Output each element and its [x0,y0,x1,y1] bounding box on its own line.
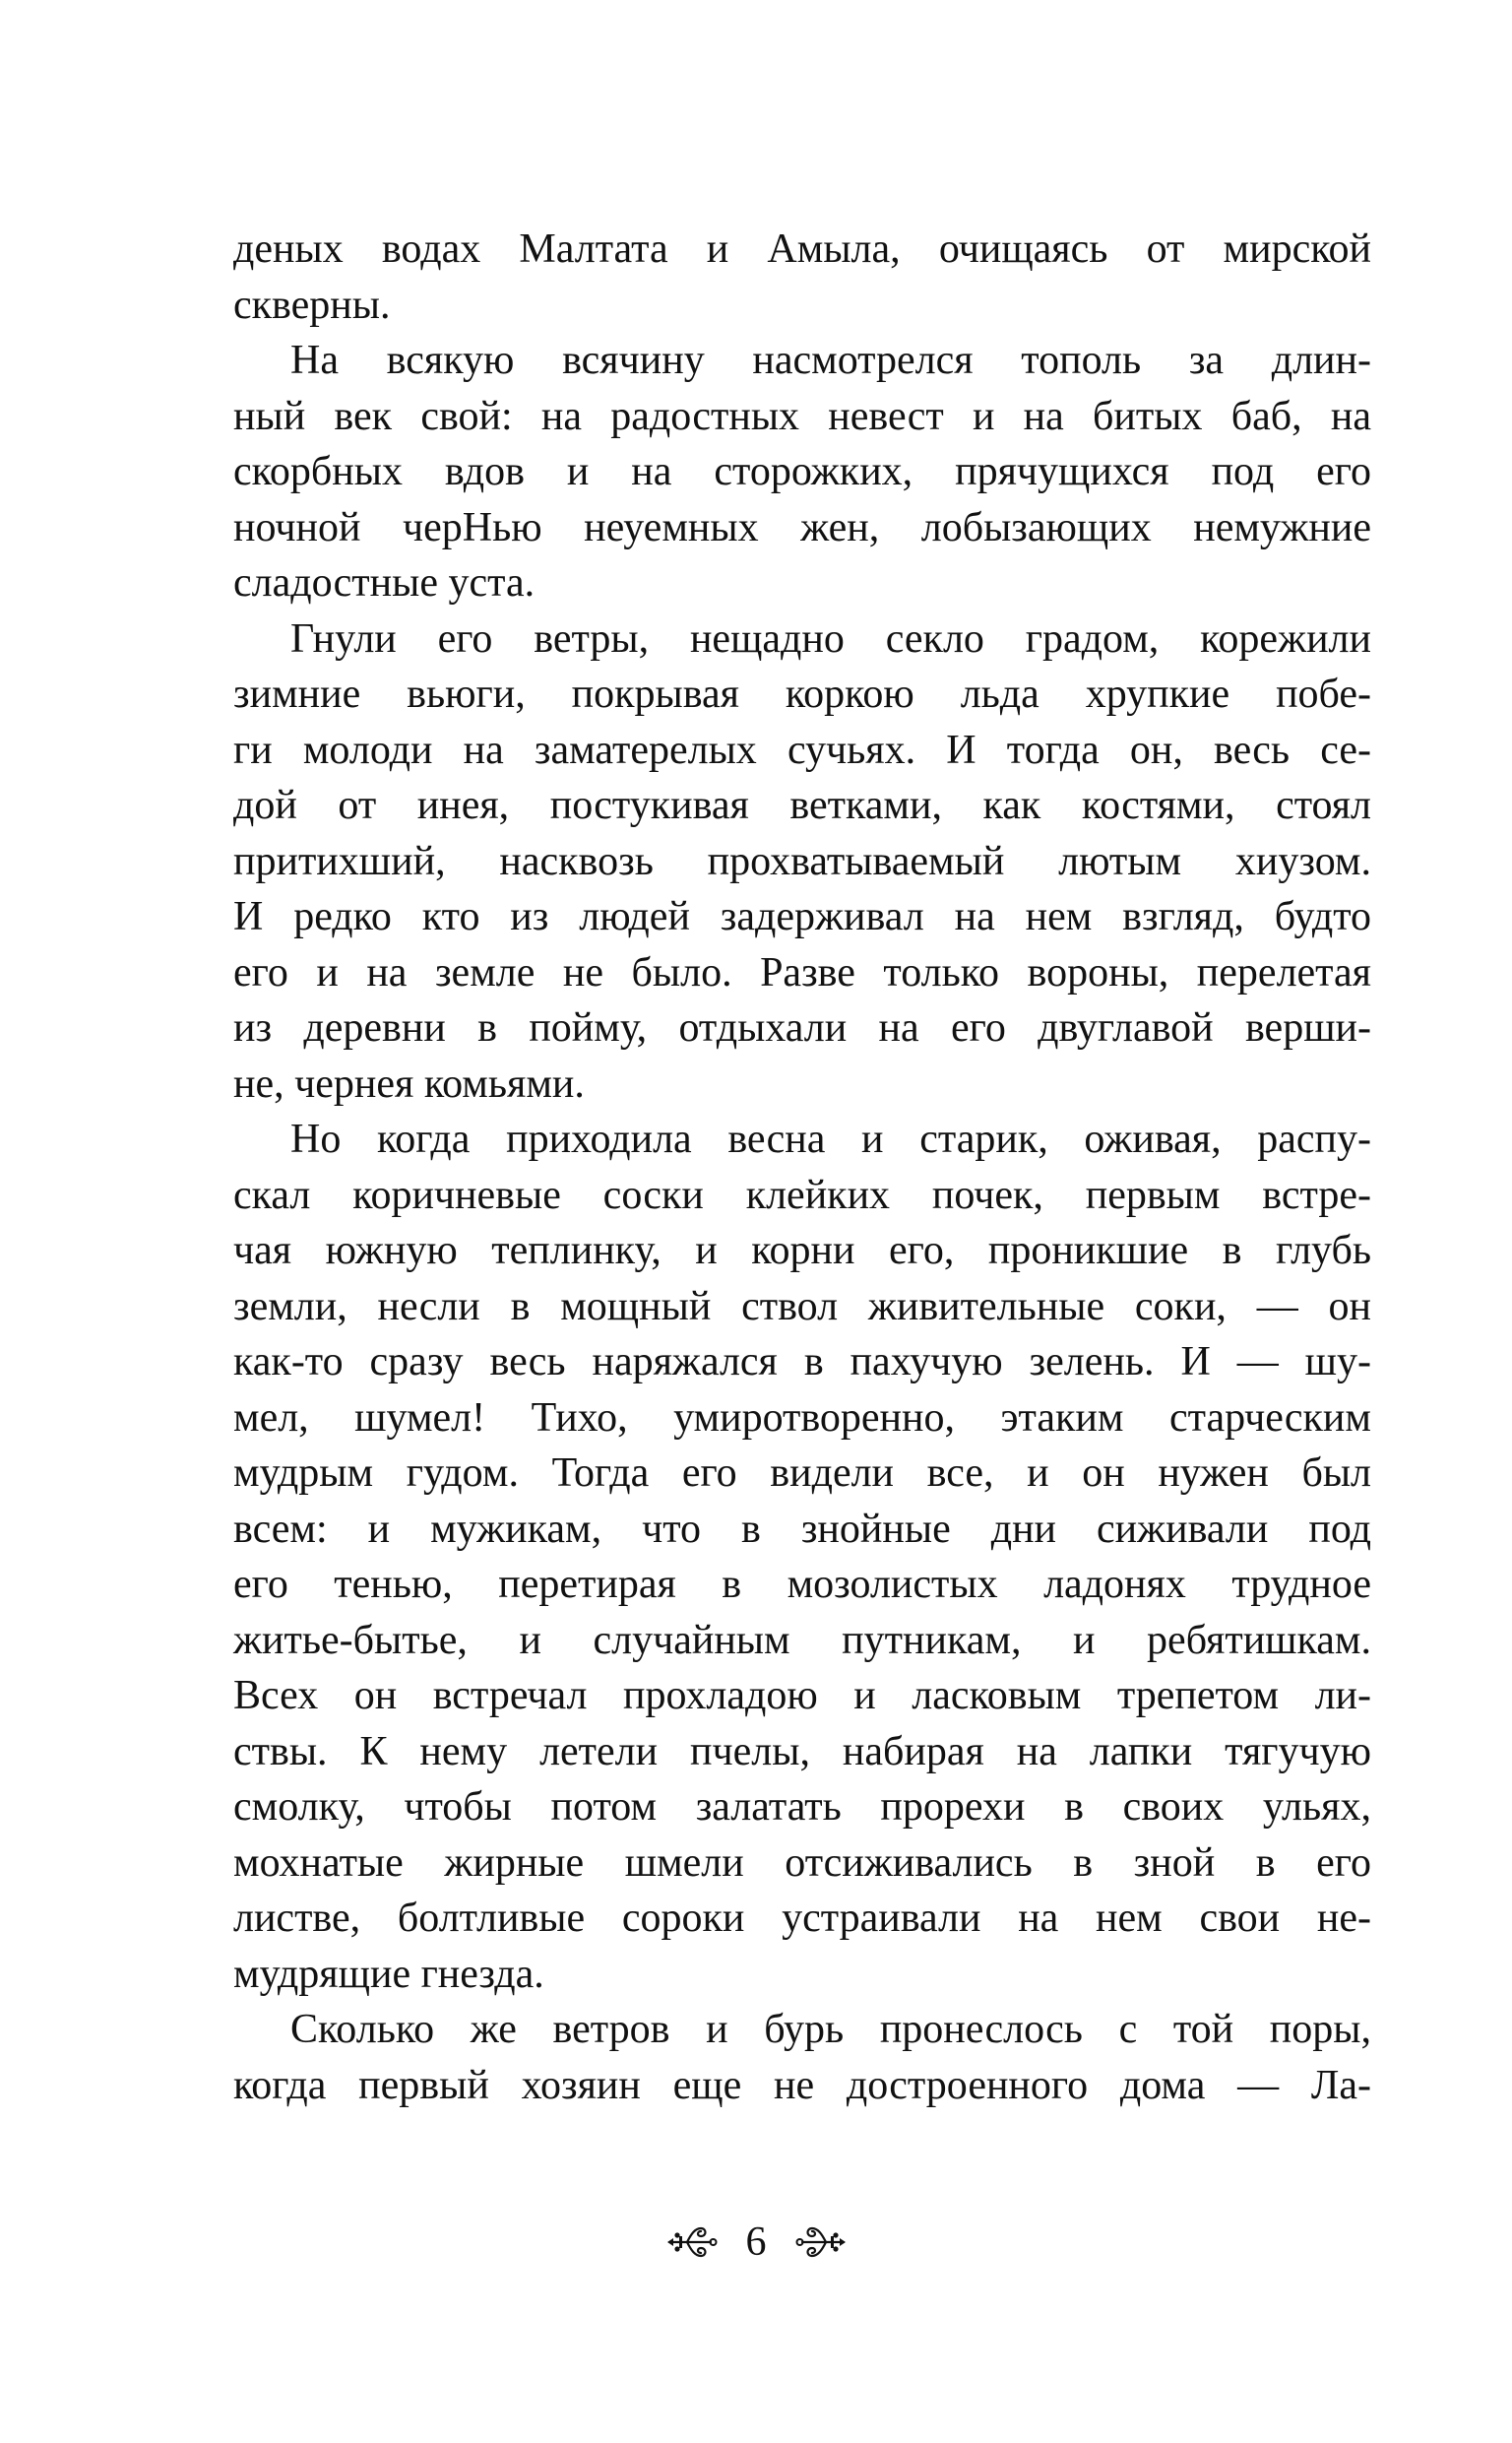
text-line: скорбных вдов и на сторожких, прячущихся под его [233,449,1371,494]
text-line: зимние вьюги, покрывая коркою льда хрупкие побе- [233,672,1371,717]
text-line: листве, болтливые сороки устраивали на нем свои не- [233,1896,1371,1941]
text-line: Гнули его ветры, нещадно секло градом, корежили [290,615,1371,662]
text-line: смолку, чтобы потом залатать прорехи в своих ульях, [233,1784,1371,1830]
text-line: На всякую всячину насмотрелся тополь за длин- [290,338,1371,383]
text-line: деных водах Малтата и Амыла, очищаясь от мирской [233,226,1371,272]
text-line: ги молоди на заматерелых сучьях. И тогда он, весь се- [233,727,1371,773]
text-line: мудрящие гнезда. [233,1951,544,1997]
text-line: Сколько же ветров и бурь пронеслось с той поры, [290,2007,1371,2052]
text-line: мел, шумел! Тихо, умиротворенно, этаким старческим [233,1394,1371,1441]
text-line: И редко кто из людей задерживал на нем взгляд, будто [233,894,1371,939]
page-number: 6 [745,2219,767,2265]
fleuron-right-icon [794,2220,848,2264]
text-line: чая южную теплинку, и корни его, проникшие в глубь [233,1228,1371,1273]
text-line: его и на земле не было. Разве только вороны, перелетая [233,949,1371,996]
text-line: земли, несли в мощный ствол живительные соки, — он [233,1283,1371,1329]
text-line: сладостные уста. [233,560,536,606]
text-line: когда первый хозяин еще не достроенного дома — Ла- [233,2062,1371,2108]
page-footer [0,2220,1512,2264]
text-line: житье-бытье, и случайным путникам, и ребятишкам. [233,1617,1371,1663]
text-line: скверны. [233,282,391,328]
text-line: как-то сразу весь наряжался в пахучую зелень. И — шу- [233,1339,1371,1384]
text-line: всем: и мужикам, что в знойные дни сиживали под [233,1506,1371,1552]
text-line: скал коричневые соски клейких почек, первым встре- [233,1172,1371,1218]
text-line: ночной черНью неуемных жен, лобызающих немужние [233,504,1371,550]
text-line: не, чернея комьями. [233,1061,585,1107]
text-line: притихший, насквозь прохватываемый лютым хиузом. [233,838,1371,884]
text-line: ствы. К нему летели пчелы, набирая на лапки тягучую [233,1728,1371,1774]
text-line: Но когда приходила весна и старик, оживая, распу- [290,1117,1371,1162]
text-line: Всех он встречал прохладою и ласковым трепетом ли- [233,1673,1371,1718]
fleuron-left-icon [665,2220,719,2264]
text-line: ный век свой: на радостных невест и на битых баб, на [233,393,1371,439]
book-page-text [233,222,1371,2113]
text-line: мохнатые жирные шмели отсиживались в зной в его [233,1839,1371,1886]
text-line: мудрым гудом. Тогда его видели все, и он нужен был [233,1450,1371,1496]
text-line: дой от инея, постукивая ветками, как костями, стоял [233,783,1371,828]
text-line: из деревни в пойму, отдыхали на его двуглавой верши- [233,1005,1371,1051]
text-line: его тенью, перетирая в мозолистых ладонях трудное [233,1562,1371,1607]
